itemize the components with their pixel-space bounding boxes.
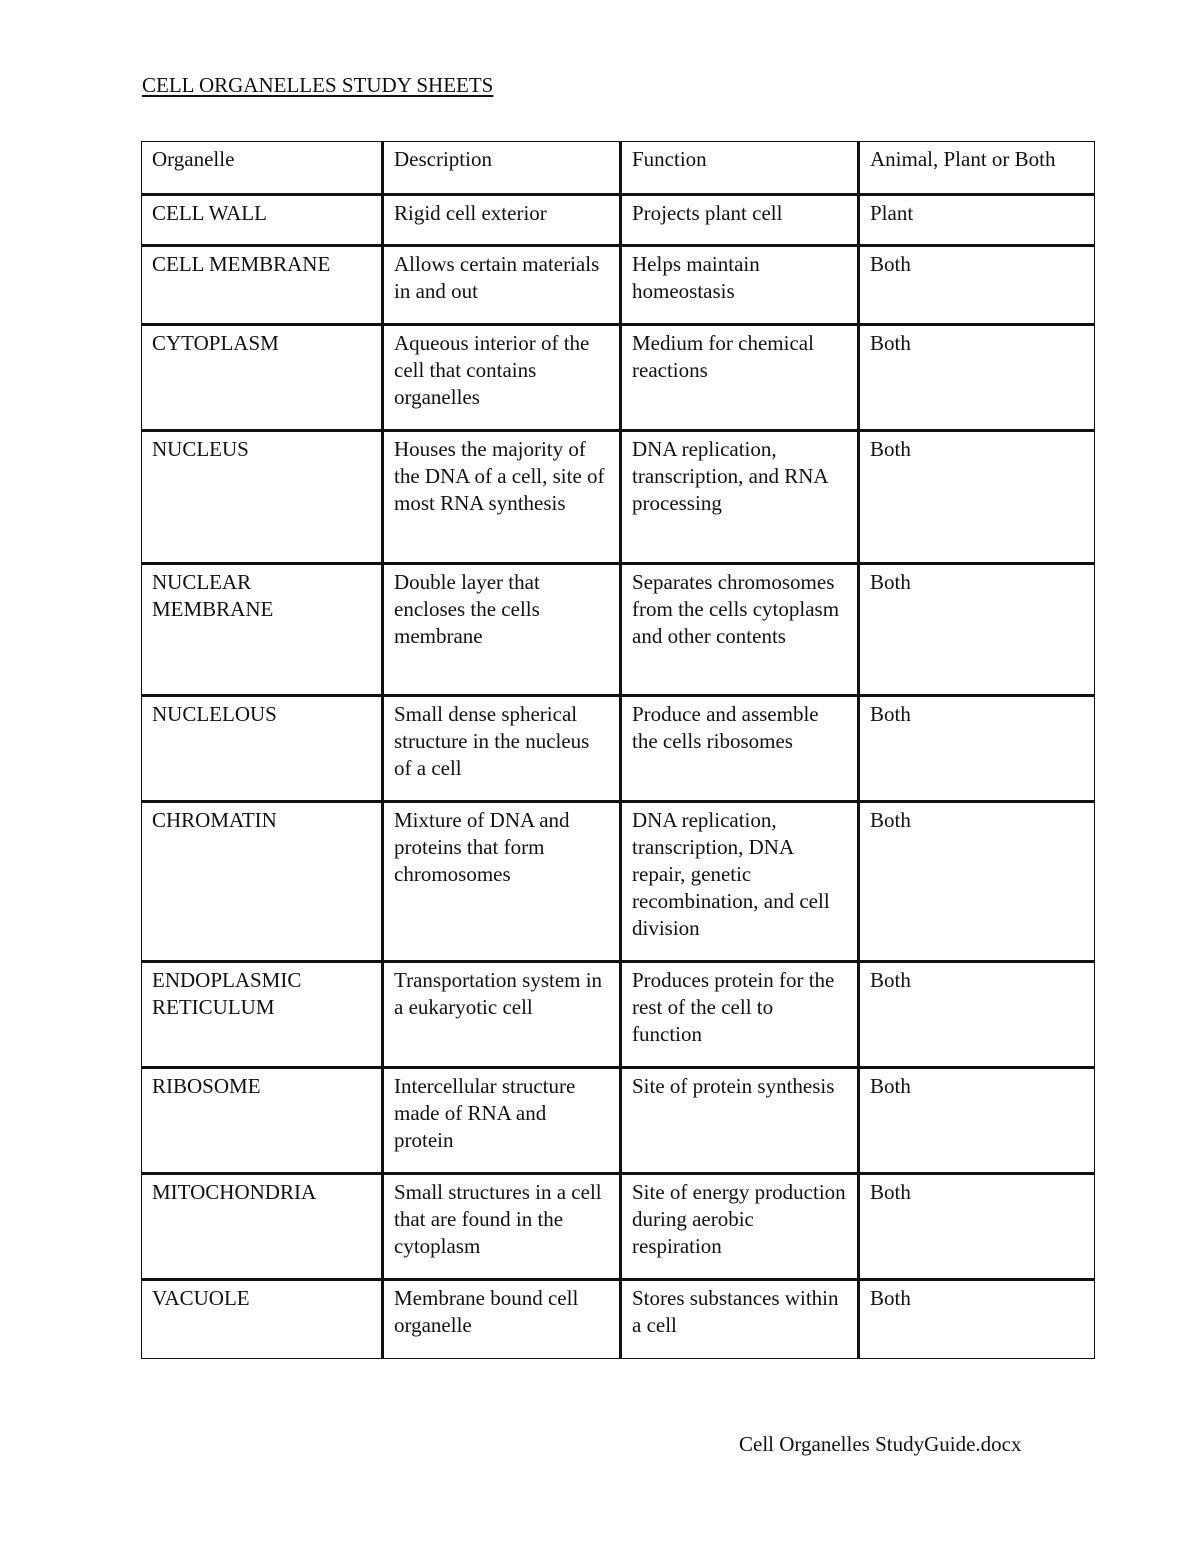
table-row: [142, 1068, 1095, 1174]
table-row: [142, 246, 1095, 325]
organelle-cell: VACUOLE: [142, 1280, 383, 1359]
type-cell: Both: [859, 802, 1095, 962]
description-cell: Transportation system in a eukaryotic cell: [383, 962, 621, 1068]
function-cell: Separates chromosomes from the cells cytoplasm and other contents: [621, 564, 859, 696]
table-header-row: [142, 142, 1095, 195]
table-row: [142, 195, 1095, 246]
header-animal-plant-both: Animal, Plant or Both: [859, 142, 1095, 195]
type-cell: Both: [859, 1174, 1095, 1280]
organelle-cell: ENDOPLASMIC RETICULUM: [142, 962, 383, 1068]
organelle-cell: CYTOPLASM: [142, 325, 383, 431]
description-cell: Houses the majority of the DNA of a cell, site of most RNA synthesis: [383, 431, 621, 564]
type-cell: Plant: [859, 195, 1095, 246]
description-cell: Aqueous interior of the cell that contains organelles: [383, 325, 621, 431]
header-function: Function: [621, 142, 859, 195]
function-cell: Helps maintain homeostasis: [621, 246, 859, 325]
description-cell: Membrane bound cell organelle: [383, 1280, 621, 1359]
description-cell: Small structures in a cell that are found in the cytoplasm: [383, 1174, 621, 1280]
type-cell: Both: [859, 564, 1095, 696]
header-description: Description: [383, 142, 621, 195]
organelle-cell: NUCLELOUS: [142, 696, 383, 802]
function-cell: Produces protein for the rest of the cell to function: [621, 962, 859, 1068]
table-row: [142, 802, 1095, 962]
table-row: [142, 962, 1095, 1068]
function-cell: Stores substances within a cell: [621, 1280, 859, 1359]
organelle-cell: NUCLEAR MEMBRANE: [142, 564, 383, 696]
function-cell: DNA replication, transcription, DNA repair, genetic recombination, and cell division: [621, 802, 859, 962]
document-title: CELL ORGANELLES STUDY SHEETS: [142, 73, 494, 97]
type-cell: Both: [859, 246, 1095, 325]
organelle-cell: CELL MEMBRANE: [142, 246, 383, 325]
type-cell: Both: [859, 431, 1095, 564]
description-cell: Allows certain materials in and out: [383, 246, 621, 325]
organelle-cell: RIBOSOME: [142, 1068, 383, 1174]
type-cell: Both: [859, 962, 1095, 1068]
type-cell: Both: [859, 696, 1095, 802]
table-row: [142, 1280, 1095, 1359]
description-cell: Intercellular structure made of RNA and protein: [383, 1068, 621, 1174]
type-cell: Both: [859, 1280, 1095, 1359]
table-row: [142, 696, 1095, 802]
function-cell: Produce and assemble the cells ribosomes: [621, 696, 859, 802]
organelle-table: [141, 141, 1095, 1359]
organelle-cell: CHROMATIN: [142, 802, 383, 962]
table-row: [142, 325, 1095, 431]
organelle-cell: MITOCHONDRIA: [142, 1174, 383, 1280]
function-cell: Site of energy production during aerobic respiration: [621, 1174, 859, 1280]
table-row: [142, 564, 1095, 696]
description-cell: Double layer that encloses the cells membrane: [383, 564, 621, 696]
table-row: [142, 1174, 1095, 1280]
description-cell: Mixture of DNA and proteins that form chromosomes: [383, 802, 621, 962]
description-cell: Small dense spherical structure in the nucleus of a cell: [383, 696, 621, 802]
description-cell: Rigid cell exterior: [383, 195, 621, 246]
function-cell: DNA replication, transcription, and RNA processing: [621, 431, 859, 564]
type-cell: Both: [859, 1068, 1095, 1174]
function-cell: Site of protein synthesis: [621, 1068, 859, 1174]
organelle-cell: NUCLEUS: [142, 431, 383, 564]
organelle-cell: CELL WALL: [142, 195, 383, 246]
document-footer: Cell Organelles StudyGuide.docx: [739, 1432, 1022, 1456]
function-cell: Medium for chemical reactions: [621, 325, 859, 431]
table-row: [142, 431, 1095, 564]
header-organelle: Organelle: [142, 142, 383, 195]
type-cell: Both: [859, 325, 1095, 431]
function-cell: Projects plant cell: [621, 195, 859, 246]
